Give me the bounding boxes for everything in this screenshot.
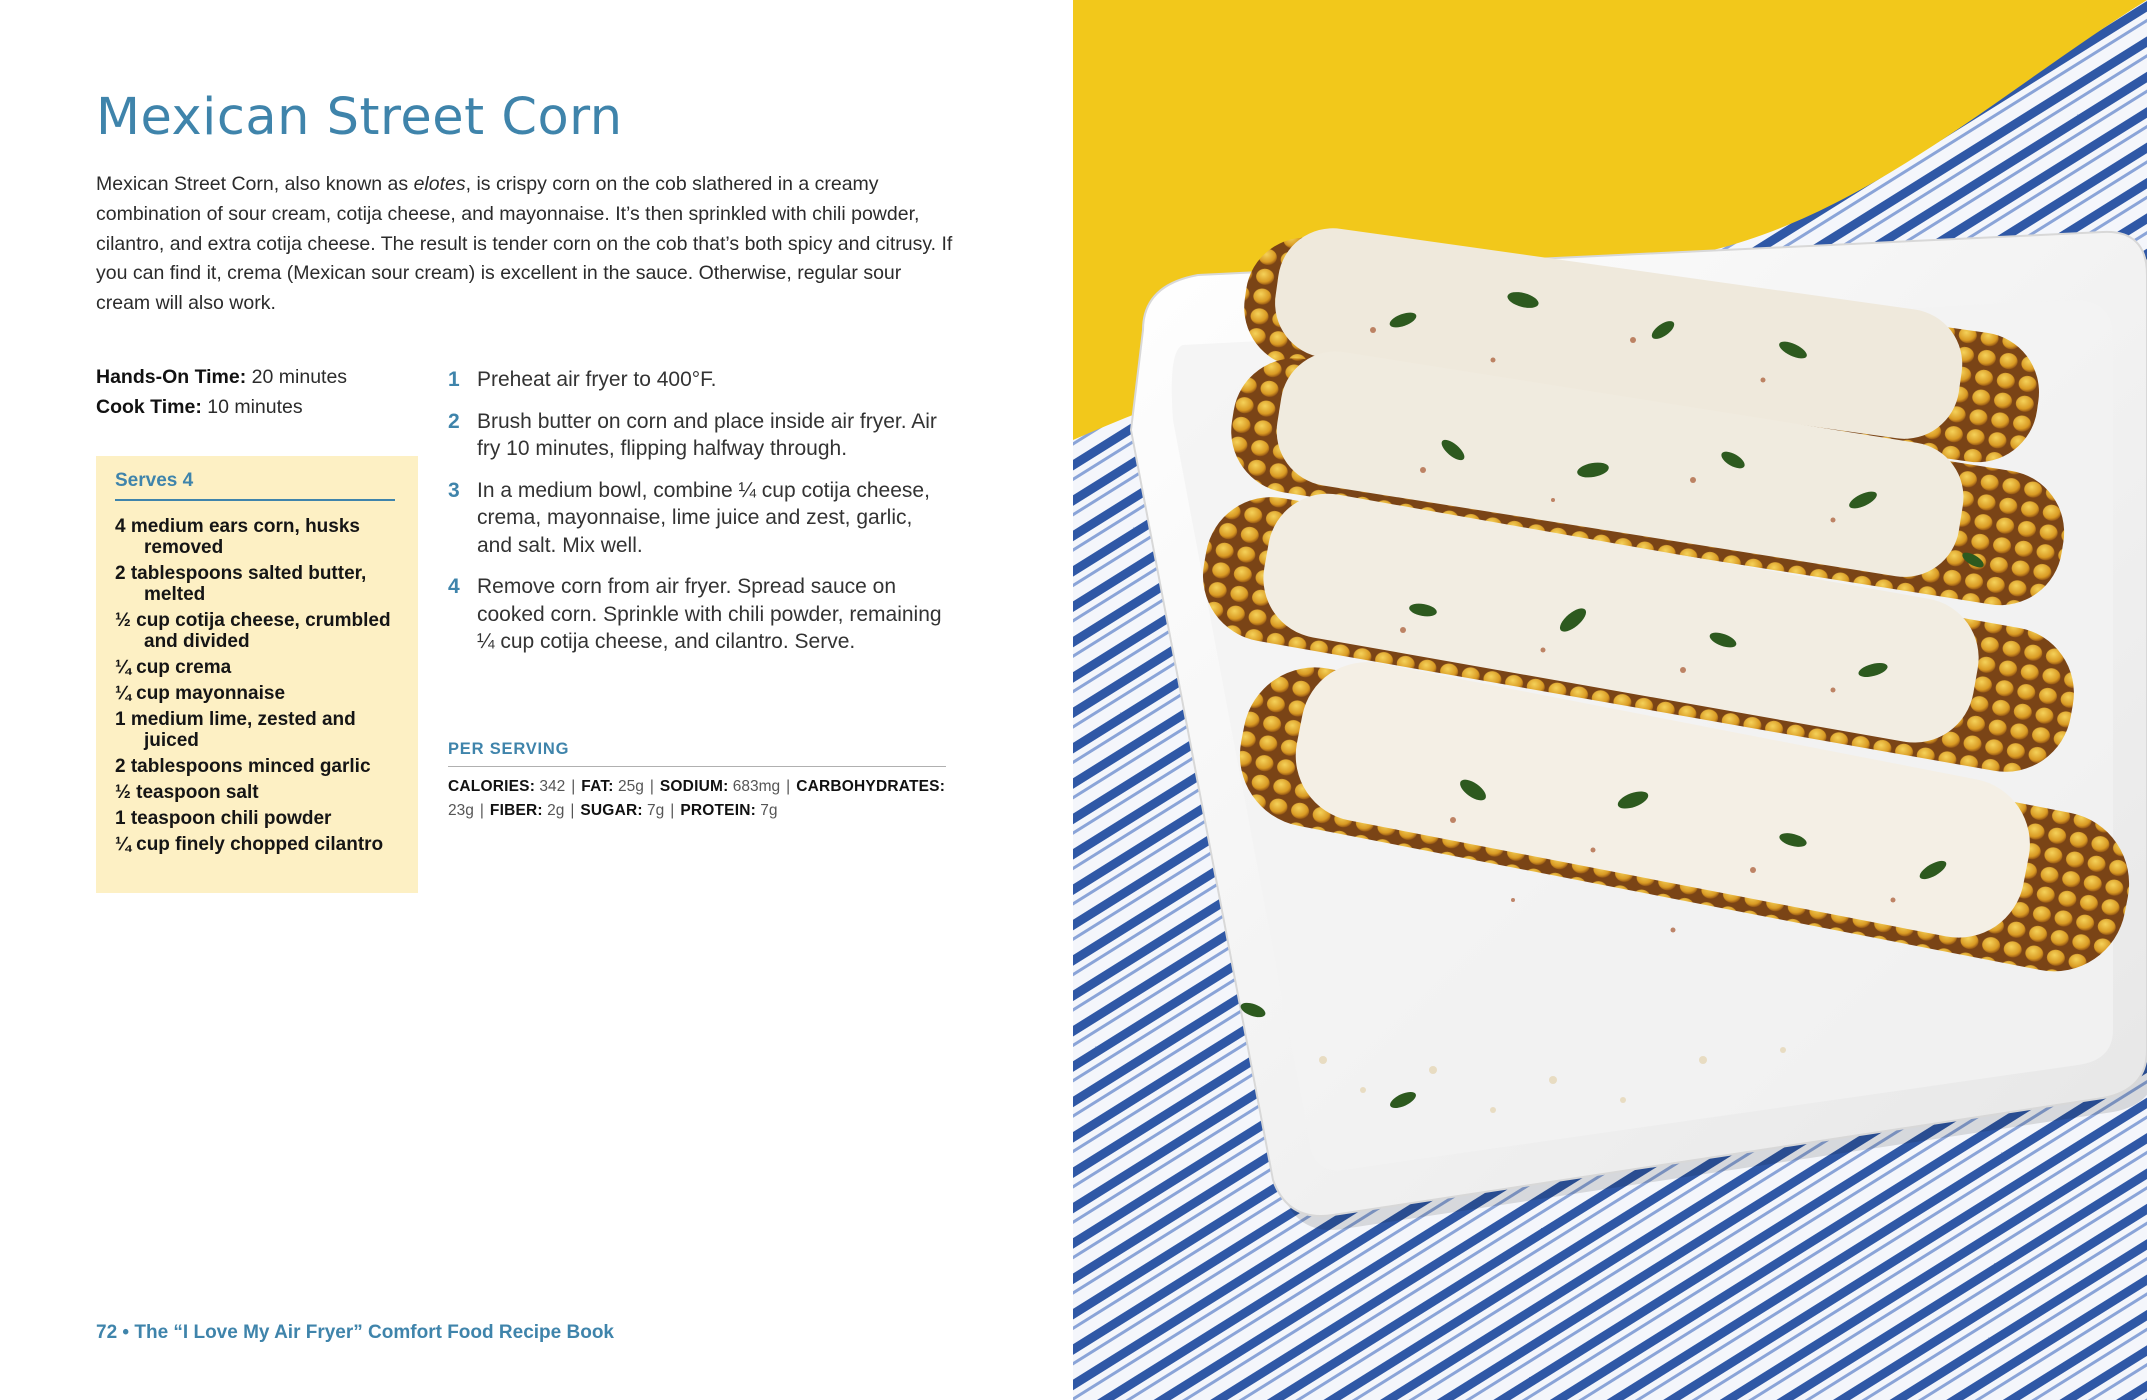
nutrition-label: SUGAR: [580, 801, 643, 819]
intro-emphasis: elotes [413, 173, 466, 195]
page-footer [96, 1322, 614, 1344]
nutrition-value: 7g [647, 801, 665, 819]
recipe-page [0, 0, 1073, 1400]
nutrition-facts [448, 775, 968, 822]
cook-time-value: 10 minutes [207, 396, 303, 418]
hands-on-label: Hands-On Time: [96, 366, 247, 388]
instruction-steps [448, 366, 948, 670]
step-text: Brush butter on corn and place inside air fryer. Air fry 10 minutes, flipping halfway through. [477, 409, 937, 460]
nutrition-divider: | [570, 801, 575, 819]
street-corn-photo-illustration [1073, 0, 2147, 1400]
page-number: 72 [96, 1322, 118, 1343]
food-photo [1073, 0, 2147, 1400]
step-text: Remove corn from air fryer. Spread sauce on cooked corn. Sprinkle with chili powder, remaining ¼ cup cotija cheese, and cilantro. Serve. [477, 575, 942, 653]
cook-time [96, 396, 303, 419]
ingredient-item: 2 tablespoons minced garlic [115, 756, 371, 777]
step-item [448, 477, 948, 560]
recipe-title: Mexican Street Corn [96, 88, 623, 147]
step-item [448, 366, 948, 394]
per-serving-heading: PER SERVING [448, 740, 946, 767]
nutrition-value: 342 [539, 778, 566, 795]
step-item [448, 408, 948, 463]
step-item [448, 573, 948, 656]
hands-on-time [96, 366, 347, 389]
nutrition-label: FIBER: [489, 801, 543, 819]
ingredient-item: 2 tablespoons salted butter, melted [115, 563, 367, 605]
step-text: Preheat air fryer to 400°F. [477, 368, 717, 391]
nutrition-label: CARBOHYDRATES: [796, 778, 946, 795]
nutrition-value: 7g [760, 801, 778, 819]
hands-on-value: 20 minutes [251, 366, 348, 388]
step-number: 4 [448, 575, 460, 598]
recipe-intro [96, 170, 956, 319]
nutrition-value: 25g [617, 778, 644, 795]
nutrition-divider: | [670, 801, 675, 819]
cook-time-label: Cook Time: [96, 396, 202, 418]
ingredient-item: ¼ cup mayonnaise [115, 683, 286, 704]
ingredient-item: ½ teaspoon salt [115, 782, 259, 803]
ingredients-box [96, 456, 418, 893]
nutrition-value: 2g [547, 801, 565, 819]
ingredient-item: ½ cup cotija cheese, crumbled and divided [115, 610, 391, 652]
nutrition-value: 23g [448, 801, 474, 819]
nutrition-divider: | [649, 778, 654, 795]
ingredient-item: 1 medium lime, zested and juiced [115, 709, 356, 751]
ingredient-item: 4 medium ears corn, husks removed [115, 516, 360, 558]
intro-text-end: , is crispy corn on the cob slathered in a creamy combination of sour cream, cotija cheese, and mayonnaise. It’s then sprinkled with chili powder, cilantro, and extra cotija cheese. The result is tender corn on the cob that’s both spicy and citrusy. If you can find it, crema (Mexican sour cream) is excellent in the sauce. Otherwise, regular sour cream will also work. [96, 173, 953, 315]
ingredient-list [115, 516, 405, 860]
intro-text-start: Mexican Street Corn, also known as [96, 173, 414, 195]
nutrition-divider: | [571, 778, 576, 795]
step-text: In a medium bowl, combine ¼ cup cotija cheese, crema, mayonnaise, lime juice and zest, garlic, and salt. Mix well. [477, 478, 930, 557]
footer-bullet: • [122, 1322, 130, 1343]
nutrition-label: FAT: [581, 778, 614, 795]
nutrition-label: CALORIES: [448, 778, 536, 795]
nutrition-divider: | [786, 778, 791, 795]
step-number: 1 [448, 368, 460, 391]
serves-heading: Serves 4 [115, 470, 395, 501]
ingredient-item: 1 teaspoon chili powder [115, 808, 332, 829]
nutrition-label: PROTEIN: [680, 801, 756, 819]
nutrition-divider: | [479, 801, 484, 819]
nutrition-label: SODIUM: [659, 778, 729, 795]
nutrition-value: 683mg [732, 778, 781, 795]
step-number: 3 [448, 478, 460, 502]
book-title: The “I Love My Air Fryer” Comfort Food Recipe Book [134, 1322, 614, 1343]
ingredient-item: ¼ cup crema [115, 657, 232, 678]
ingredient-item: ¼ cup finely chopped cilantro [115, 834, 384, 855]
step-number: 2 [448, 409, 460, 433]
